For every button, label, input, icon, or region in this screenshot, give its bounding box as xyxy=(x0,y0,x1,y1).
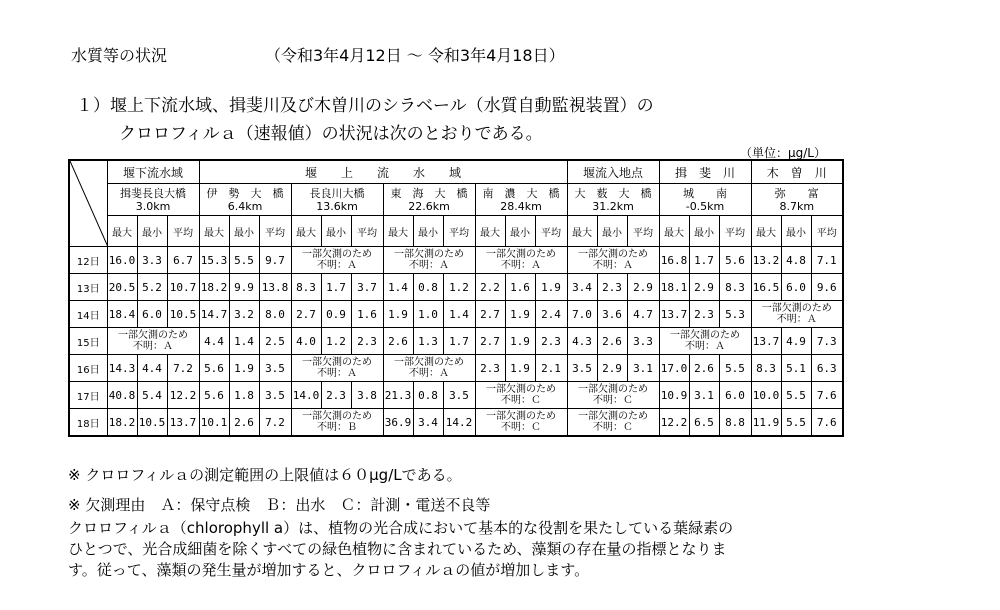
chlorophyll-table xyxy=(68,159,844,437)
metric-header: 最大 xyxy=(107,216,137,247)
value-cell: 2.9 xyxy=(597,355,627,382)
value-cell: 1.4 xyxy=(383,274,413,301)
value-cell: 18.4 xyxy=(107,301,137,328)
metric-header: 最小 xyxy=(597,216,627,247)
value-cell: 13.8 xyxy=(259,274,291,301)
value-cell: 13.7 xyxy=(751,328,781,355)
value-cell: 1.8 xyxy=(229,382,259,409)
value-cell: 14.0 xyxy=(291,382,321,409)
metric-header: 平均 xyxy=(443,216,475,247)
value-cell: 1.4 xyxy=(443,301,475,328)
value-cell: 15.3 xyxy=(199,247,229,274)
value-cell: 5.5 xyxy=(781,409,811,437)
value-cell: 10.9 xyxy=(659,382,689,409)
value-cell: 3.6 xyxy=(597,301,627,328)
day-label: 17日 xyxy=(69,382,107,409)
value-cell: 3.4 xyxy=(567,274,597,301)
missing-cell xyxy=(291,409,383,437)
missing-prefix: 一部欠測のため xyxy=(578,411,648,422)
metric-header: 最小 xyxy=(781,216,811,247)
value-cell: 8.0 xyxy=(259,301,291,328)
note-missing-reasons: ※ 欠測理由 Ａ：保守点検 Ｂ：出水 Ｃ：計測・電送不良等 xyxy=(68,496,491,514)
value-cell: 3.4 xyxy=(413,409,443,437)
value-cell: 5.6 xyxy=(199,382,229,409)
value-cell: 18.1 xyxy=(659,274,689,301)
table-row xyxy=(69,355,843,382)
metric-header: 最大 xyxy=(751,216,781,247)
missing-reason: 不明：Ｃ xyxy=(501,422,541,433)
value-cell: 5.5 xyxy=(719,355,751,382)
station-name: 南 濃 大 橋 xyxy=(482,186,560,200)
value-cell: 4.4 xyxy=(137,355,167,382)
page-title: 水質等の状況 xyxy=(71,46,168,65)
missing-reason: 不明：Ａ xyxy=(317,260,357,271)
missing-reason: 不明：Ａ xyxy=(409,368,449,379)
station-name: 長良川大橋 xyxy=(309,186,365,200)
value-cell: 3.1 xyxy=(689,382,719,409)
value-cell: 5.3 xyxy=(719,301,751,328)
value-cell: 6.5 xyxy=(689,409,719,437)
metric-header: 最小 xyxy=(229,216,259,247)
station-km: 28.4km xyxy=(500,199,542,213)
value-cell: 21.3 xyxy=(383,382,413,409)
missing-prefix: 一部欠測のため xyxy=(302,249,372,260)
station-name: 揖斐長良大橋 xyxy=(120,186,186,200)
missing-prefix: 一部欠測のため xyxy=(394,357,464,368)
value-cell: 3.3 xyxy=(627,328,659,355)
station-km: 8.7km xyxy=(779,199,815,213)
value-cell: 2.9 xyxy=(627,274,659,301)
value-cell: 1.4 xyxy=(229,328,259,355)
table-row xyxy=(69,382,843,409)
station-km: 31.2km xyxy=(592,199,634,213)
value-cell: 40.8 xyxy=(107,382,137,409)
value-cell: 3.7 xyxy=(351,274,383,301)
missing-cell xyxy=(751,301,843,328)
value-cell: 3.5 xyxy=(443,382,475,409)
station-km: -0.5km xyxy=(685,199,725,213)
value-cell: 1.6 xyxy=(505,274,535,301)
value-cell: 5.6 xyxy=(199,355,229,382)
station-header xyxy=(751,184,843,216)
station-name: 東 海 大 橋 xyxy=(390,186,468,200)
value-cell: 18.2 xyxy=(107,409,137,437)
value-cell: 4.9 xyxy=(781,328,811,355)
missing-reason: 不明：Ａ xyxy=(501,260,541,271)
corner-cell xyxy=(69,160,107,247)
table-row xyxy=(69,274,843,301)
station-name: 城 南 xyxy=(683,186,727,200)
value-cell: 5.4 xyxy=(137,382,167,409)
value-cell: 5.5 xyxy=(781,382,811,409)
station-header xyxy=(107,184,199,216)
value-cell: 2.7 xyxy=(475,328,505,355)
value-cell: 5.1 xyxy=(781,355,811,382)
value-cell: 1.9 xyxy=(505,328,535,355)
value-cell: 14.7 xyxy=(199,301,229,328)
value-cell: 7.2 xyxy=(259,409,291,437)
table-row xyxy=(69,409,843,437)
value-cell: 2.7 xyxy=(475,301,505,328)
value-cell: 7.0 xyxy=(567,301,597,328)
metric-header: 最小 xyxy=(505,216,535,247)
missing-reason: 不明：Ａ xyxy=(133,341,173,352)
value-cell: 1.7 xyxy=(443,328,475,355)
value-cell: 10.5 xyxy=(167,301,199,328)
value-cell: 6.7 xyxy=(167,247,199,274)
value-cell: 6.3 xyxy=(811,355,843,382)
table-row xyxy=(69,301,843,328)
station-header xyxy=(291,184,383,216)
value-cell: 8.3 xyxy=(751,355,781,382)
value-cell: 5.6 xyxy=(719,247,751,274)
missing-reason: 不明：Ａ xyxy=(593,260,633,271)
value-cell: 1.2 xyxy=(443,274,475,301)
value-cell: 3.5 xyxy=(259,355,291,382)
group-header: 堰流入地点 xyxy=(567,160,659,184)
value-cell: 2.6 xyxy=(689,355,719,382)
value-cell: 8.8 xyxy=(719,409,751,437)
missing-cell xyxy=(567,409,659,437)
value-cell: 2.3 xyxy=(597,274,627,301)
missing-cell xyxy=(567,382,659,409)
value-cell: 5.2 xyxy=(137,274,167,301)
explanation-line-1: クロロフィルａ（chlorophyll a）は、植物の光合成において基本的な役割を果たしている葉緑素の xyxy=(68,519,734,537)
day-label: 13日 xyxy=(69,274,107,301)
station-km: 13.6km xyxy=(316,199,358,213)
missing-prefix: 一部欠測のため xyxy=(578,249,648,260)
value-cell: 4.4 xyxy=(199,328,229,355)
group-header: 木 曽 川 xyxy=(751,160,843,184)
value-cell: 2.4 xyxy=(535,301,567,328)
missing-prefix: 一部欠測のため xyxy=(486,384,556,395)
value-cell: 2.3 xyxy=(689,301,719,328)
value-cell: 16.5 xyxy=(751,274,781,301)
value-cell: 10.1 xyxy=(199,409,229,437)
missing-cell xyxy=(107,328,199,355)
metric-header: 平均 xyxy=(167,216,199,247)
value-cell: 2.9 xyxy=(689,274,719,301)
value-cell: 7.2 xyxy=(167,355,199,382)
value-cell: 7.6 xyxy=(811,382,843,409)
missing-prefix: 一部欠測のため xyxy=(670,330,740,341)
value-cell: 2.3 xyxy=(475,355,505,382)
value-cell: 5.5 xyxy=(229,247,259,274)
value-cell: 6.0 xyxy=(137,301,167,328)
value-cell: 0.8 xyxy=(413,274,443,301)
metric-header: 最大 xyxy=(475,216,505,247)
station-km: 6.4km xyxy=(227,199,263,213)
note-upper-limit: ※ クロロフィルａの測定範囲の上限値は６０μg/Lである。 xyxy=(68,466,462,484)
value-cell: 3.5 xyxy=(567,355,597,382)
missing-cell xyxy=(383,355,475,382)
metric-header: 最大 xyxy=(567,216,597,247)
value-cell: 10.7 xyxy=(167,274,199,301)
value-cell: 6.0 xyxy=(781,274,811,301)
metric-header: 最大 xyxy=(199,216,229,247)
value-cell: 1.9 xyxy=(505,301,535,328)
day-label: 15日 xyxy=(69,328,107,355)
metric-header: 最大 xyxy=(659,216,689,247)
value-cell: 16.0 xyxy=(107,247,137,274)
station-name: 伊 勢 大 橋 xyxy=(206,186,284,200)
value-cell: 7.1 xyxy=(811,247,843,274)
value-cell: 1.0 xyxy=(413,301,443,328)
missing-cell xyxy=(291,247,383,274)
missing-reason: 不明：Ｃ xyxy=(593,395,633,406)
value-cell: 6.0 xyxy=(719,382,751,409)
missing-cell xyxy=(475,409,567,437)
value-cell: 10.0 xyxy=(751,382,781,409)
value-cell: 1.6 xyxy=(351,301,383,328)
missing-reason: 不明：Ｃ xyxy=(593,422,633,433)
metric-header: 最大 xyxy=(291,216,321,247)
missing-cell xyxy=(567,247,659,274)
missing-cell xyxy=(291,355,383,382)
value-cell: 18.2 xyxy=(199,274,229,301)
missing-reason: 不明：Ａ xyxy=(317,368,357,379)
missing-reason: 不明：Ａ xyxy=(409,260,449,271)
value-cell: 13.7 xyxy=(659,301,689,328)
intro-line-1: １）堰上下流水域、揖斐川及び木曽川のシラベール（水質自動監視装置）の xyxy=(76,96,654,116)
missing-cell xyxy=(383,247,475,274)
value-cell: 3.5 xyxy=(259,382,291,409)
table-row xyxy=(69,328,843,355)
value-cell: 4.7 xyxy=(627,301,659,328)
explanation-line-2: ひとつで、光合成細菌を除くすべての緑色植物に含まれているため、藻類の存在量の指標となりま xyxy=(68,540,727,558)
value-cell: 17.0 xyxy=(659,355,689,382)
value-cell: 2.5 xyxy=(259,328,291,355)
value-cell: 2.6 xyxy=(597,328,627,355)
value-cell: 13.2 xyxy=(751,247,781,274)
value-cell: 13.7 xyxy=(167,409,199,437)
metric-header: 最小 xyxy=(413,216,443,247)
day-label: 16日 xyxy=(69,355,107,382)
day-label: 18日 xyxy=(69,409,107,437)
missing-cell xyxy=(475,382,567,409)
metric-header: 最大 xyxy=(383,216,413,247)
value-cell: 8.3 xyxy=(291,274,321,301)
value-cell: 1.9 xyxy=(383,301,413,328)
missing-prefix: 一部欠測のため xyxy=(302,357,372,368)
station-header xyxy=(199,184,291,216)
missing-reason: 不明：Ａ xyxy=(685,341,725,352)
value-cell: 3.1 xyxy=(627,355,659,382)
metric-header: 平均 xyxy=(811,216,843,247)
value-cell: 9.6 xyxy=(811,274,843,301)
missing-cell xyxy=(475,247,567,274)
value-cell: 2.3 xyxy=(535,328,567,355)
value-cell: 2.6 xyxy=(229,409,259,437)
station-name: 大 薮 大 橋 xyxy=(574,186,652,200)
diagonal-line-icon xyxy=(70,161,107,247)
intro-line-2: クロロフィルａ（速報値）の状況は次のとおりである。 xyxy=(119,124,543,144)
missing-reason: 不明：Ｂ xyxy=(317,422,357,433)
value-cell: 36.9 xyxy=(383,409,413,437)
report-period: （令和3年4月12日 ～ 令和3年4月18日） xyxy=(265,46,565,65)
value-cell: 2.1 xyxy=(535,355,567,382)
metric-header: 平均 xyxy=(351,216,383,247)
value-cell: 2.2 xyxy=(475,274,505,301)
value-cell: 12.2 xyxy=(659,409,689,437)
value-cell: 3.2 xyxy=(229,301,259,328)
station-name: 弥 富 xyxy=(774,186,819,200)
value-cell: 4.8 xyxy=(781,247,811,274)
missing-prefix: 一部欠測のため xyxy=(394,249,464,260)
station-header xyxy=(659,184,751,216)
missing-reason: 不明：Ａ xyxy=(776,314,817,325)
value-cell: 7.6 xyxy=(811,409,843,437)
unit-label: （単位：μg/L） xyxy=(740,146,826,160)
value-cell: 7.3 xyxy=(811,328,843,355)
value-cell: 0.8 xyxy=(413,382,443,409)
value-cell: 8.3 xyxy=(719,274,751,301)
group-header: 揖 斐 川 xyxy=(659,160,751,184)
value-cell: 4.0 xyxy=(291,328,321,355)
metric-header: 平均 xyxy=(259,216,291,247)
missing-prefix: 一部欠測のため xyxy=(578,384,648,395)
value-cell: 9.7 xyxy=(259,247,291,274)
value-cell: 3.8 xyxy=(351,382,383,409)
day-label: 14日 xyxy=(69,301,107,328)
missing-prefix: 一部欠測のため xyxy=(486,249,556,260)
metric-header: 最小 xyxy=(137,216,167,247)
metric-header: 最小 xyxy=(689,216,719,247)
value-cell: 4.3 xyxy=(567,328,597,355)
group-header: 堰 上 流 水 域 xyxy=(199,160,567,184)
value-cell: 0.9 xyxy=(321,301,351,328)
value-cell: 14.3 xyxy=(107,355,137,382)
station-km: 3.0km xyxy=(135,199,171,213)
missing-prefix: 一部欠測のため xyxy=(118,330,188,341)
missing-prefix: 一部欠測のため xyxy=(302,411,372,422)
value-cell: 11.9 xyxy=(751,409,781,437)
metric-header: 平均 xyxy=(719,216,751,247)
metric-header: 平均 xyxy=(535,216,567,247)
group-header: 堰下流水域 xyxy=(107,160,199,184)
value-cell: 1.7 xyxy=(321,274,351,301)
value-cell: 2.6 xyxy=(383,328,413,355)
missing-prefix: 一部欠測のため xyxy=(761,303,832,314)
value-cell: 2.3 xyxy=(321,382,351,409)
missing-prefix: 一部欠測のため xyxy=(486,411,556,422)
value-cell: 1.9 xyxy=(505,355,535,382)
metric-header: 最小 xyxy=(321,216,351,247)
explanation-line-3: す。従って、藻類の発生量が増加すると、クロロフィルａの値が増加します。 xyxy=(68,561,590,579)
value-cell: 3.3 xyxy=(137,247,167,274)
station-header xyxy=(475,184,567,216)
value-cell: 14.2 xyxy=(443,409,475,437)
value-cell: 10.5 xyxy=(137,409,167,437)
metric-header: 平均 xyxy=(627,216,659,247)
value-cell: 2.7 xyxy=(291,301,321,328)
table-row xyxy=(69,247,843,274)
value-cell: 1.9 xyxy=(229,355,259,382)
missing-reason: 不明：Ｃ xyxy=(501,395,541,406)
missing-cell xyxy=(659,328,751,355)
value-cell: 9.9 xyxy=(229,274,259,301)
value-cell: 1.7 xyxy=(689,247,719,274)
station-header xyxy=(567,184,659,216)
value-cell: 2.3 xyxy=(351,328,383,355)
value-cell: 1.9 xyxy=(535,274,567,301)
value-cell: 20.5 xyxy=(107,274,137,301)
value-cell: 1.2 xyxy=(321,328,351,355)
day-label: 12日 xyxy=(69,247,107,274)
value-cell: 12.2 xyxy=(167,382,199,409)
value-cell: 1.3 xyxy=(413,328,443,355)
value-cell: 16.8 xyxy=(659,247,689,274)
station-km: 22.6km xyxy=(408,199,450,213)
station-header xyxy=(383,184,475,216)
